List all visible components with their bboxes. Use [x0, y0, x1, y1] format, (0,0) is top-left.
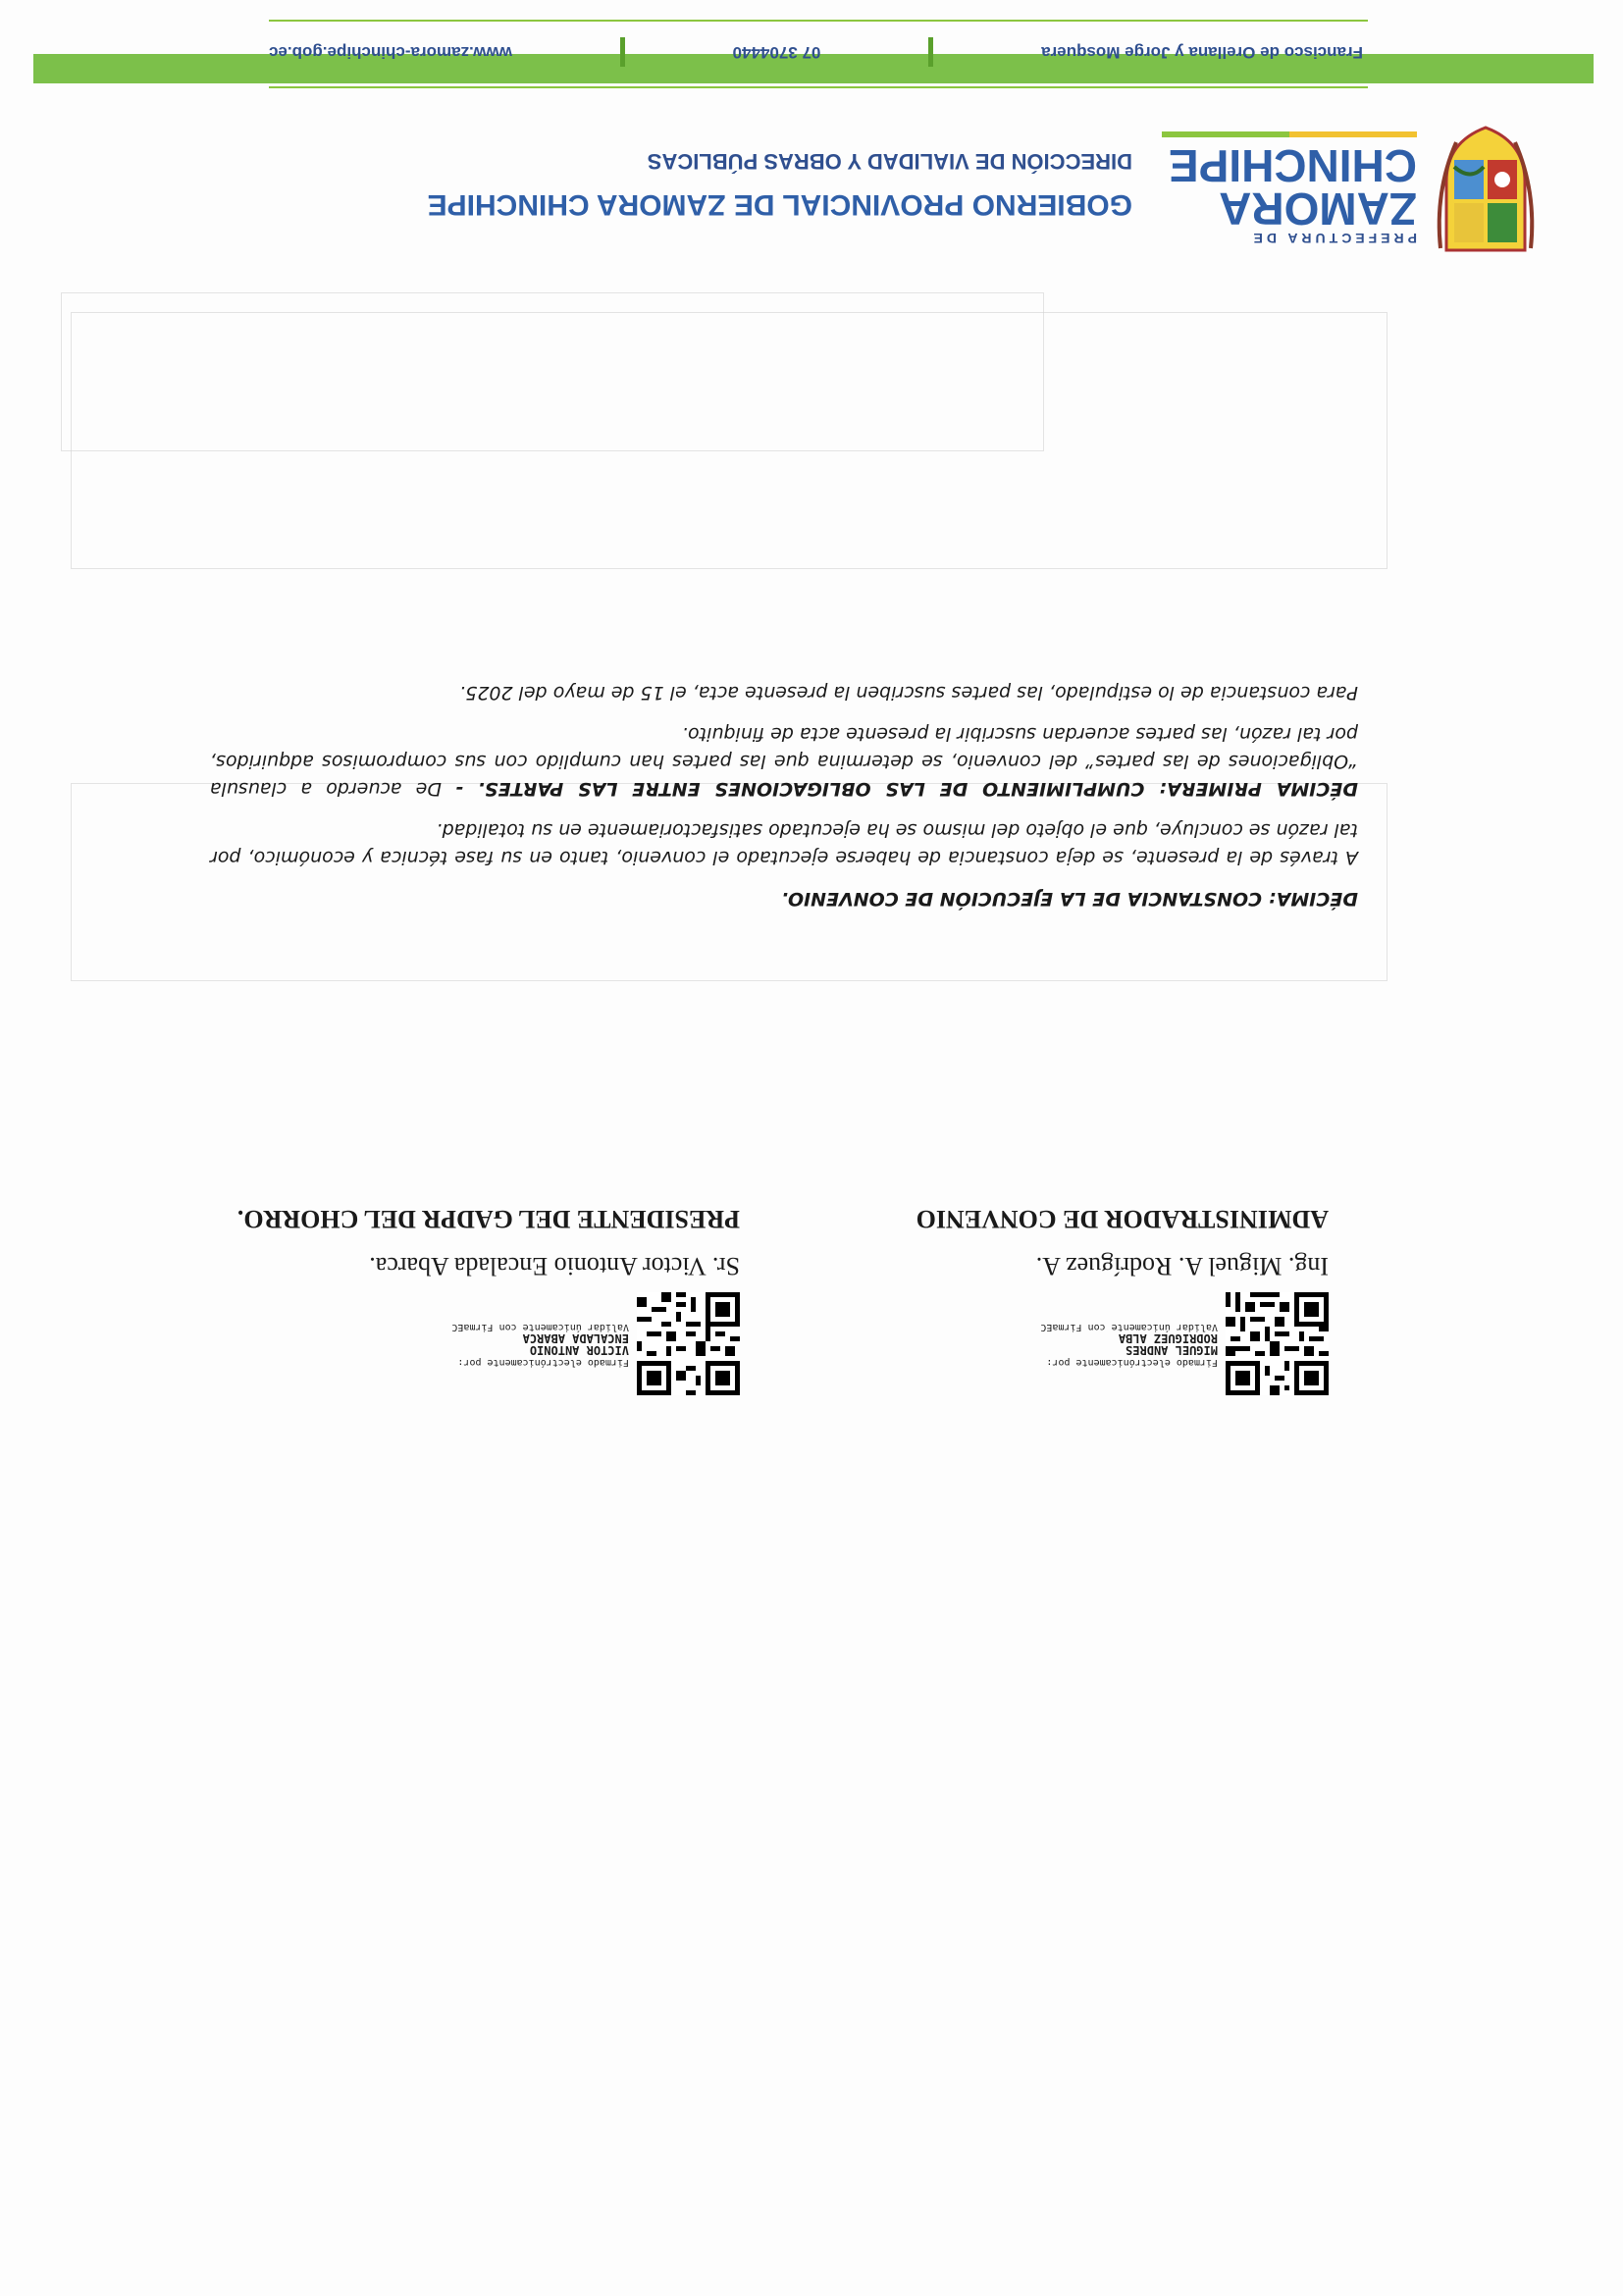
clause-10-heading: DÉCIMA: CONSTANCIA DE LA EJECUCIÓN DE CONVENIO. — [781, 888, 1358, 910]
brand-line-1: ZAMORA — [1219, 183, 1417, 235]
signature-administrator — [818, 1204, 1329, 1398]
footer-separator — [928, 37, 933, 67]
signer-name: Sr. Victor Antonio Encalada Abarca. — [369, 1252, 740, 1280]
signer-role: PRESIDENTE DEL GADPR DEL CHORRO. — [236, 1205, 740, 1233]
bleed-through-table — [61, 292, 1044, 451]
brand-prefix: PREFECTURA DE — [1249, 231, 1417, 246]
signer-name: Ing. Miguel A. Rodríguez A. — [1035, 1252, 1329, 1280]
brand-underline — [1162, 131, 1417, 137]
footer-phone: 07 3704440 — [732, 43, 821, 62]
footer-address: Francisco de Orellana y Jorge Mosquera — [1041, 43, 1363, 62]
signer-role: ADMINISTRADOR DE CONVENIO — [916, 1205, 1329, 1233]
footer-rule-top — [269, 86, 1368, 88]
document-body — [210, 665, 1358, 913]
brand-block — [1168, 140, 1417, 246]
qr-code-icon — [637, 1293, 740, 1396]
brand-line-2: CHINCHIPE — [1168, 140, 1417, 191]
closing-statement: Para constancia de lo estipulado, las partes suscriben la presente acta, el 15 de mayo del 2025. — [459, 682, 1358, 704]
qr-code-icon — [1226, 1293, 1329, 1396]
organization-subtitle: DIRECCIÓN DE VIALIDAD Y OBRAS PÚBLICAS — [647, 149, 1132, 174]
letterhead — [33, 113, 1544, 260]
coat-of-arms-logo — [1427, 123, 1544, 260]
clause-11 — [210, 720, 1358, 803]
signature-president — [230, 1204, 740, 1398]
clause-11-heading: DÉCIMA PRIMERA: CUMPLIMIENTO DE LAS OBLIGACIONES ENTRE LAS PARTES. - — [455, 778, 1358, 800]
qr-signature-info: Firmado electrónicamente por: VICTOR ANTONIO ENCALADA ABARCA Validar únicamente con FirmaEC — [451, 1322, 629, 1368]
footer — [269, 27, 1363, 77]
clause-10-text: A través de la presente, se deja constancia de haberse ejecutado el convenio, tanto en su fase técnica y económico, por tal razón se concluye, que el objeto del mismo se ha ejecutado satisfactoriamente en su totalidad. — [210, 819, 1358, 868]
footer-website-link[interactable]: www.zamora-chinchipe.gob.ec — [269, 43, 512, 62]
footer-rule-bottom — [269, 20, 1368, 22]
clause-11-text: De acuerdo a clausula “Obligaciones de las partes” del convenio, se determina que las partes han cumplido con sus compromisos adquiridos, por tal razón, las partes acuerdan suscribir la presente acta de finiquito. — [210, 723, 1358, 800]
footer-separator — [620, 37, 625, 67]
qr-signature-info: Firmado electrónicamente por: MIGUEL ANDRES RODRIGUEZ ALBA Validar únicamente con FirmaEC — [1040, 1322, 1218, 1368]
organization-title: GOBIERNO PROVINCIAL DE ZAMORA CHINCHIPE — [427, 188, 1132, 221]
